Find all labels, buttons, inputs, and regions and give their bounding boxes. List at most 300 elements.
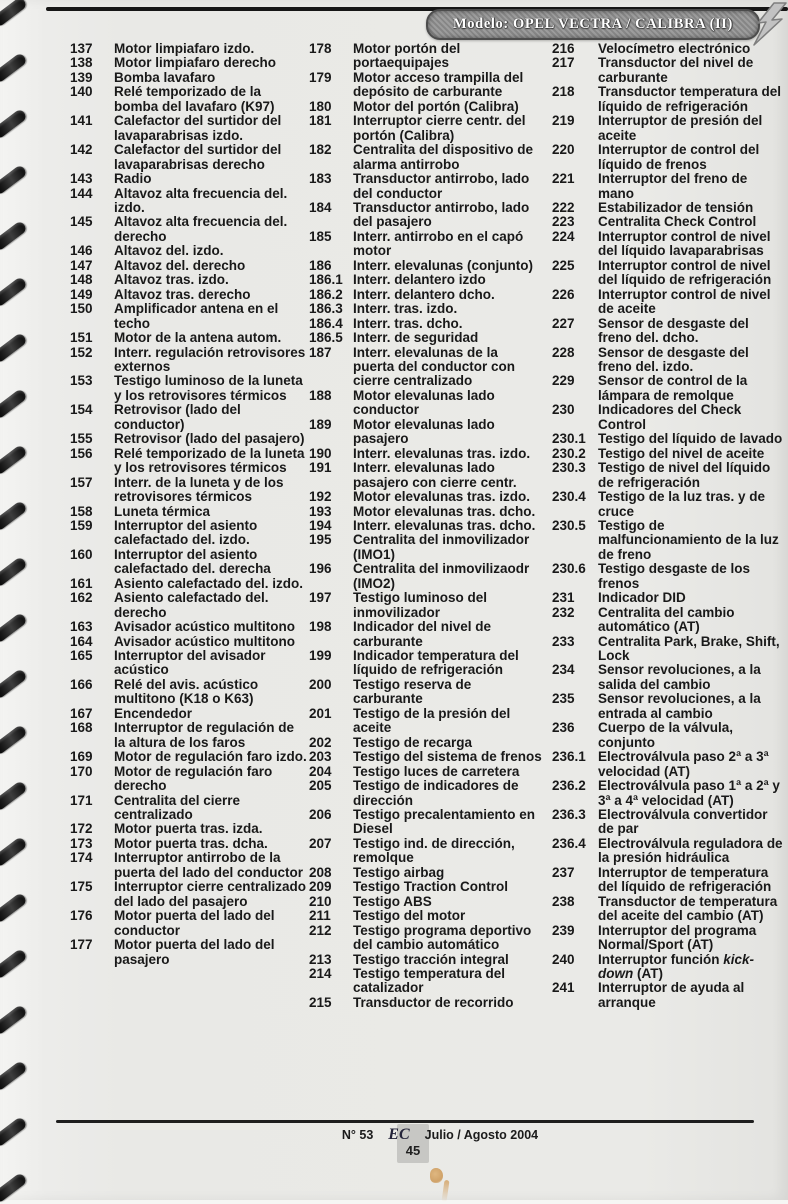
item-text: Interruptor de temperatura del líquido de refrigeración [598,864,772,895]
item-text: Testigo del sistema de frenos [353,749,542,765]
item-text: Motor del portón (Calibra) [353,98,519,114]
item-text: Motor puerta del lado del conductor [114,908,275,938]
item-text: Motor limpiafaro izdo. [114,41,255,56]
list-item [70,187,309,216]
list-item [70,288,309,302]
list-item [309,736,542,750]
item-number: 154 [70,402,93,418]
list-item [70,938,309,967]
list-item [552,866,784,895]
list-item [70,114,309,143]
item-text: Luneta térmica [114,503,211,519]
item-text: Testigo de nivel del líquido de refrigeración [598,460,771,490]
item-number: 212 [309,922,332,938]
item-text: Indicador del nivel de carburante [353,619,492,649]
item-number: 225 [552,257,575,273]
list-item [552,895,784,924]
item-number: 147 [70,257,93,273]
item-number: 228 [552,344,575,360]
list-item [552,432,784,446]
item-text: Motor puerta tras. izda. [114,821,263,837]
item-number: 194 [309,517,332,533]
item-number: 180 [309,98,332,114]
item-number: 211 [309,908,331,924]
list-item [70,56,309,70]
item-number: 203 [309,749,332,765]
item-text: Indicadores del Check Control [598,402,742,432]
footer [140,1126,740,1144]
item-number: 199 [309,648,332,664]
item-text: Interruptor de presión del aceite [598,113,763,143]
item-number: 165 [70,648,93,664]
item-number: 153 [70,373,93,389]
item-number: 215 [309,994,332,1010]
list-item [70,273,309,287]
item-text: Testigo de indicadores de dirección [353,778,519,808]
item-text: Testigo de la presión del aceite [353,705,511,736]
item-text: Testigo tracción integral [353,951,509,967]
item-number: 191 [309,460,332,476]
issue-label: N° 53 [341,1128,374,1142]
item-text: Amplificador antena en el techo [114,301,279,331]
item-number: 162 [70,590,93,606]
item-text: Interruptor del asiento calefactado del. derecha [114,546,271,577]
item-number: 230 [552,402,575,418]
page-number: 45 [405,1143,421,1158]
list-item [70,707,309,721]
list-item [309,42,542,71]
item-text: Motor puerta del lado del pasajero [114,937,275,967]
list-item [70,71,309,85]
item-text: Estabilizador de tensión [598,199,754,215]
item-text: Testigo del líquido de lavado [598,431,783,447]
list-item [309,678,542,707]
item-text: Transductor antirrobo, lado del conductor [353,171,530,201]
list-item [70,476,309,505]
item-number: 149 [70,286,93,302]
item-number: 224 [552,228,575,244]
item-number: 140 [70,84,93,100]
item-number: 163 [70,619,93,635]
spiral-coil [0,1060,28,1092]
list-item [70,678,309,707]
item-text: Altavoz alta frecuencia del. derecho [114,214,288,244]
item-number: 204 [309,763,332,779]
item-text: Relé temporizado de la bomba del lavafaro (K97) [114,84,275,114]
item-number: 186.1 [309,272,343,288]
item-number: 209 [309,879,332,895]
item-text: Interruptor del freno de mano [598,171,748,201]
item-number: 241 [552,980,575,996]
list-item [309,302,542,316]
list-item [552,288,784,317]
list-item [552,606,784,635]
list-item [309,331,542,345]
item-number: 151 [70,330,93,346]
list-item [70,750,309,764]
spiral-coil [0,668,28,700]
item-text: Indicador temperatura del líquido de refrigeración [353,648,519,678]
item-number: 233 [552,633,575,649]
item-text: Avisador acústico multitono [114,619,296,635]
item-text: Sensor revoluciones, a la entrada al cambio [598,691,761,721]
item-text: Centralita del inmovilizador (IMO1) [353,532,530,562]
item-text: Altavoz alta frecuencia del. izdo. [114,185,288,215]
item-number: 144 [70,185,93,201]
list-item [552,346,784,375]
spiral-coil [0,780,28,812]
item-number: 219 [552,113,575,129]
list-item [70,591,309,620]
item-number: 206 [309,807,332,823]
item-text: Interr. de seguridad [353,330,479,346]
item-text: Centralita del inmovilizaodr (IMO2) [353,561,530,591]
item-text: Testigo desgaste de los frenos [598,561,751,591]
item-number: 230.3 [552,460,586,476]
item-text: Altavoz del. izdo. [114,243,224,259]
item-number: 170 [70,763,93,779]
item-number: 156 [70,445,93,461]
list-item [309,288,542,302]
item-number: 148 [70,272,93,288]
list-item [70,143,309,172]
list-item [309,837,542,866]
item-number: 141 [70,113,93,129]
item-text: Centralita del cambio automático (AT) [598,604,735,635]
item-number: 164 [70,633,93,649]
list-item [552,374,784,403]
lightning-bolt-icon [750,1,788,49]
item-number: 182 [309,142,332,158]
item-number: 230.6 [552,561,586,577]
list-item [309,346,542,389]
list-item [309,808,542,837]
list-item [552,721,784,750]
model-label: Modelo: OPEL VECTRA / CALIBRA (II) [453,16,733,32]
item-text: Motor elevalunas tras. dcho. [353,503,536,519]
list-item [552,837,784,866]
item-number: 186.4 [309,315,343,331]
list-item [552,85,784,114]
item-text: Sensor de control de la lámpara de remolque [598,373,748,403]
list-item [70,172,309,186]
item-text: Interr. regulación retrovisores externos [114,344,306,374]
item-text: Asiento calefactado del. derecho [114,590,269,620]
list-item [309,909,542,923]
item-text: Testigo airbag [353,864,445,880]
item-text: Motor elevalunas lado conductor [353,387,495,418]
item-text: Interruptor cierre centr. del portón (Calibra) [353,113,526,143]
item-text: Calefactor del surtidor del lavaparabrisas derecho [114,142,282,172]
item-text: Testigo del nivel de aceite [598,445,765,461]
item-number: 142 [70,142,93,158]
item-text: Interruptor cierre centralizado del lado del pasajero [114,879,307,909]
list-item [552,519,784,562]
list-item [70,215,309,244]
item-number: 230.2 [552,445,586,461]
spiral-coil [0,500,28,532]
item-text: Interr. elevalunas de la puerta del conductor con cierre centralizado [353,344,516,389]
list-item [552,461,784,490]
list-item [309,461,542,490]
item-number: 145 [70,214,93,230]
item-number: 238 [552,893,575,909]
spiral-coil [0,556,28,588]
list-item [70,548,309,577]
list-item [70,577,309,591]
ec-logo: EC [388,1126,410,1143]
item-text: Electroválvula paso 2ª a 3ª velocidad (AT) [598,749,769,779]
item-number: 150 [70,301,93,317]
list-item [309,317,542,331]
item-text: Interruptor de regulación de la altura de los faros [114,720,295,750]
item-text: Interruptor función kick-down (AT) [598,951,755,981]
item-text: Velocímetro electrónico [598,41,751,56]
item-text: Interr. elevalunas tras. dcho. [353,517,536,533]
item-text: Interruptor del avisador acústico [114,648,266,678]
parts-column-1 [70,42,309,967]
item-number: 186.3 [309,301,343,317]
list-item [70,374,309,403]
list-item [309,967,542,996]
list-item [309,620,542,649]
list-item [70,765,309,794]
spiral-coil [0,1116,28,1148]
item-text: Transductor de temperatura del aceite del cambio (AT) [598,893,778,924]
list-item [552,230,784,259]
item-text: Encendedor [114,705,193,721]
list-item [70,837,309,851]
item-text: Centralita Park, Brake, Shift, Lock [598,633,780,664]
item-number: 166 [70,676,93,692]
item-text: Sensor revoluciones, a la salida del cambio [598,662,761,692]
list-item [309,591,542,620]
item-number: 157 [70,474,93,490]
item-text: Transductor de recorrido [353,994,514,1010]
item-number: 216 [552,41,575,56]
spiral-coil [0,108,28,140]
list-item [552,56,784,85]
list-item [552,259,784,288]
list-item [552,562,784,591]
item-number: 160 [70,546,93,562]
item-number: 188 [309,387,332,403]
list-item [309,866,542,880]
item-text: Motor de regulación faro izdo. [114,749,307,765]
date-label: Julio / Agosto 2004 [424,1128,539,1142]
item-number: 208 [309,864,332,880]
footer-rule [56,1120,754,1123]
list-item [70,822,309,836]
item-number: 178 [309,41,332,56]
item-text: Testigo programa deportivo del cambio automático [353,922,532,953]
list-item [70,259,309,273]
item-text: Testigo ind. de dirección, remolque [353,835,515,866]
item-number: 172 [70,821,93,837]
list-item [309,389,542,418]
item-text: Asiento calefactado del. izdo. [114,575,304,591]
item-text: Interruptor del asiento calefactado del. izdo. [114,517,258,548]
list-item [70,403,309,432]
list-item [70,635,309,649]
list-item [552,143,784,172]
item-text: Interruptor de control del líquido de frenos [598,142,760,172]
item-text: Motor de regulación faro derecho [114,763,273,794]
list-item [70,519,309,548]
item-number: 231 [552,590,575,606]
item-number: 207 [309,835,332,851]
item-text: Interruptor de ayuda al arranque [598,980,745,1010]
list-item [309,707,542,736]
item-number: 176 [70,908,93,924]
item-number: 175 [70,879,93,895]
list-item [309,924,542,953]
item-text: Testigo luces de carretera [353,763,520,779]
list-item [552,490,784,519]
item-text: Avisador acústico multitono [114,633,296,649]
item-number: 198 [309,619,332,635]
item-text: Testigo reserva de carburante [353,676,472,707]
item-text: Testigo temperatura del catalizador [353,966,506,996]
spiral-coil [0,948,28,980]
item-text: Altavoz del. derecho [114,257,246,273]
stain-smudge-tail [441,1180,449,1202]
list-item [552,403,784,432]
item-text: Testigo de malfuncionamiento de la luz de freno [598,517,779,562]
item-number: 230.5 [552,517,586,533]
item-text: Interruptor control de nivel del líquido de refrigeración [598,257,772,288]
item-text: Interruptor control de nivel del líquido lavaparabrisas [598,228,771,259]
item-text: Testigo precalentamiento en Diesel [353,807,536,837]
item-number: 187 [309,344,332,360]
item-number: 186.5 [309,330,343,346]
item-text: Sensor de desgaste del freno del. dcho. [598,315,749,346]
item-number: 217 [552,55,575,71]
item-text: Motor de la antena autom. [114,330,282,346]
item-text: Cuerpo de la válvula, conjunto [598,720,734,750]
item-text: Electroválvula paso 1ª a 2ª y 3ª a 4ª velocidad (AT) [598,778,780,808]
item-number: 236 [552,720,575,736]
spiral-coil [0,0,28,28]
item-number: 143 [70,171,93,187]
list-item [309,230,542,259]
list-item [70,331,309,345]
spiral-coil [0,388,28,420]
item-number: 196 [309,561,332,577]
list-item [309,505,542,519]
spiral-coil [0,164,28,196]
item-text: Electroválvula reguladora de la presión hidráulica [598,835,783,866]
item-text: Interr. antirrobo en el capó motor [353,228,524,259]
item-text: Motor elevalunas tras. izdo. [353,489,531,505]
list-item [70,649,309,678]
list-item [70,85,309,114]
list-item [309,533,542,562]
list-item [70,620,309,634]
list-item [309,562,542,591]
spiral-coil [0,724,28,756]
list-item [552,808,784,837]
parts-column-2 [309,42,542,1010]
item-number: 226 [552,286,575,302]
item-number: 236.4 [552,835,586,851]
item-number: 237 [552,864,575,880]
item-number: 213 [309,951,332,967]
item-number: 184 [309,199,332,215]
list-item [70,794,309,823]
list-item [309,172,542,201]
list-item [70,505,309,519]
list-item [309,649,542,678]
item-text: Interr. elevalunas lado pasajero con cierre centr. [353,460,517,490]
list-item [552,447,784,461]
item-number: 139 [70,69,93,85]
item-text: Testigo luminoso de la luneta y los retrovisores térmicos [114,373,303,403]
item-text: Testigo de recarga [353,734,473,750]
item-text: Interr. delantero izdo [353,272,486,288]
spiral-coil [0,52,28,84]
list-item [70,851,309,880]
item-number: 190 [309,445,332,461]
item-text: Radio [114,171,152,187]
list-item [309,519,542,533]
item-text: Motor elevalunas lado pasajero [353,416,495,447]
list-item [309,895,542,909]
item-text: Sensor de desgaste del freno del. izdo. [598,344,749,374]
item-number: 227 [552,315,575,331]
list-item [309,953,542,967]
item-text: Interr. elevalunas (conjunto) [353,257,534,273]
item-text: Electroválvula convertidor de par [598,807,768,837]
list-item [552,114,784,143]
item-text: Transductor temperatura del líquido de refrigeración [598,84,782,114]
item-number: 137 [70,41,93,56]
spiral-coil [0,836,28,868]
item-number: 222 [552,199,575,215]
list-item [552,953,784,982]
list-item [309,71,542,100]
item-text: Motor limpiafaro derecho [114,55,277,71]
item-number: 152 [70,344,93,360]
spiral-coil [0,332,28,364]
parts-column-3 [552,42,784,1010]
list-item [309,201,542,230]
spiral-coil [0,220,28,252]
item-text: Retrovisor (lado del pasajero) [114,431,305,447]
item-text: Testigo del motor [353,908,466,924]
list-item [552,172,784,201]
item-number: 158 [70,503,93,519]
item-number: 232 [552,604,575,620]
item-number: 179 [309,69,332,85]
spiral-coil [0,444,28,476]
list-item [309,779,542,808]
list-item [552,591,784,605]
item-number: 230.4 [552,489,586,505]
list-item [70,42,309,56]
spiral-coil [0,1172,28,1204]
item-text: Bomba lavafaro [114,69,216,85]
item-number: 177 [70,937,93,953]
spiral-coil [0,1004,28,1036]
item-text: Interr. tras. dcho. [353,315,463,331]
item-number: 192 [309,489,332,505]
item-text: Motor acceso trampilla del depósito de carburante [353,69,524,100]
item-number: 138 [70,55,93,71]
list-item [552,317,784,346]
item-text: Interr. de la luneta y de los retrovisores térmicos [114,474,284,505]
list-item [552,981,784,1010]
